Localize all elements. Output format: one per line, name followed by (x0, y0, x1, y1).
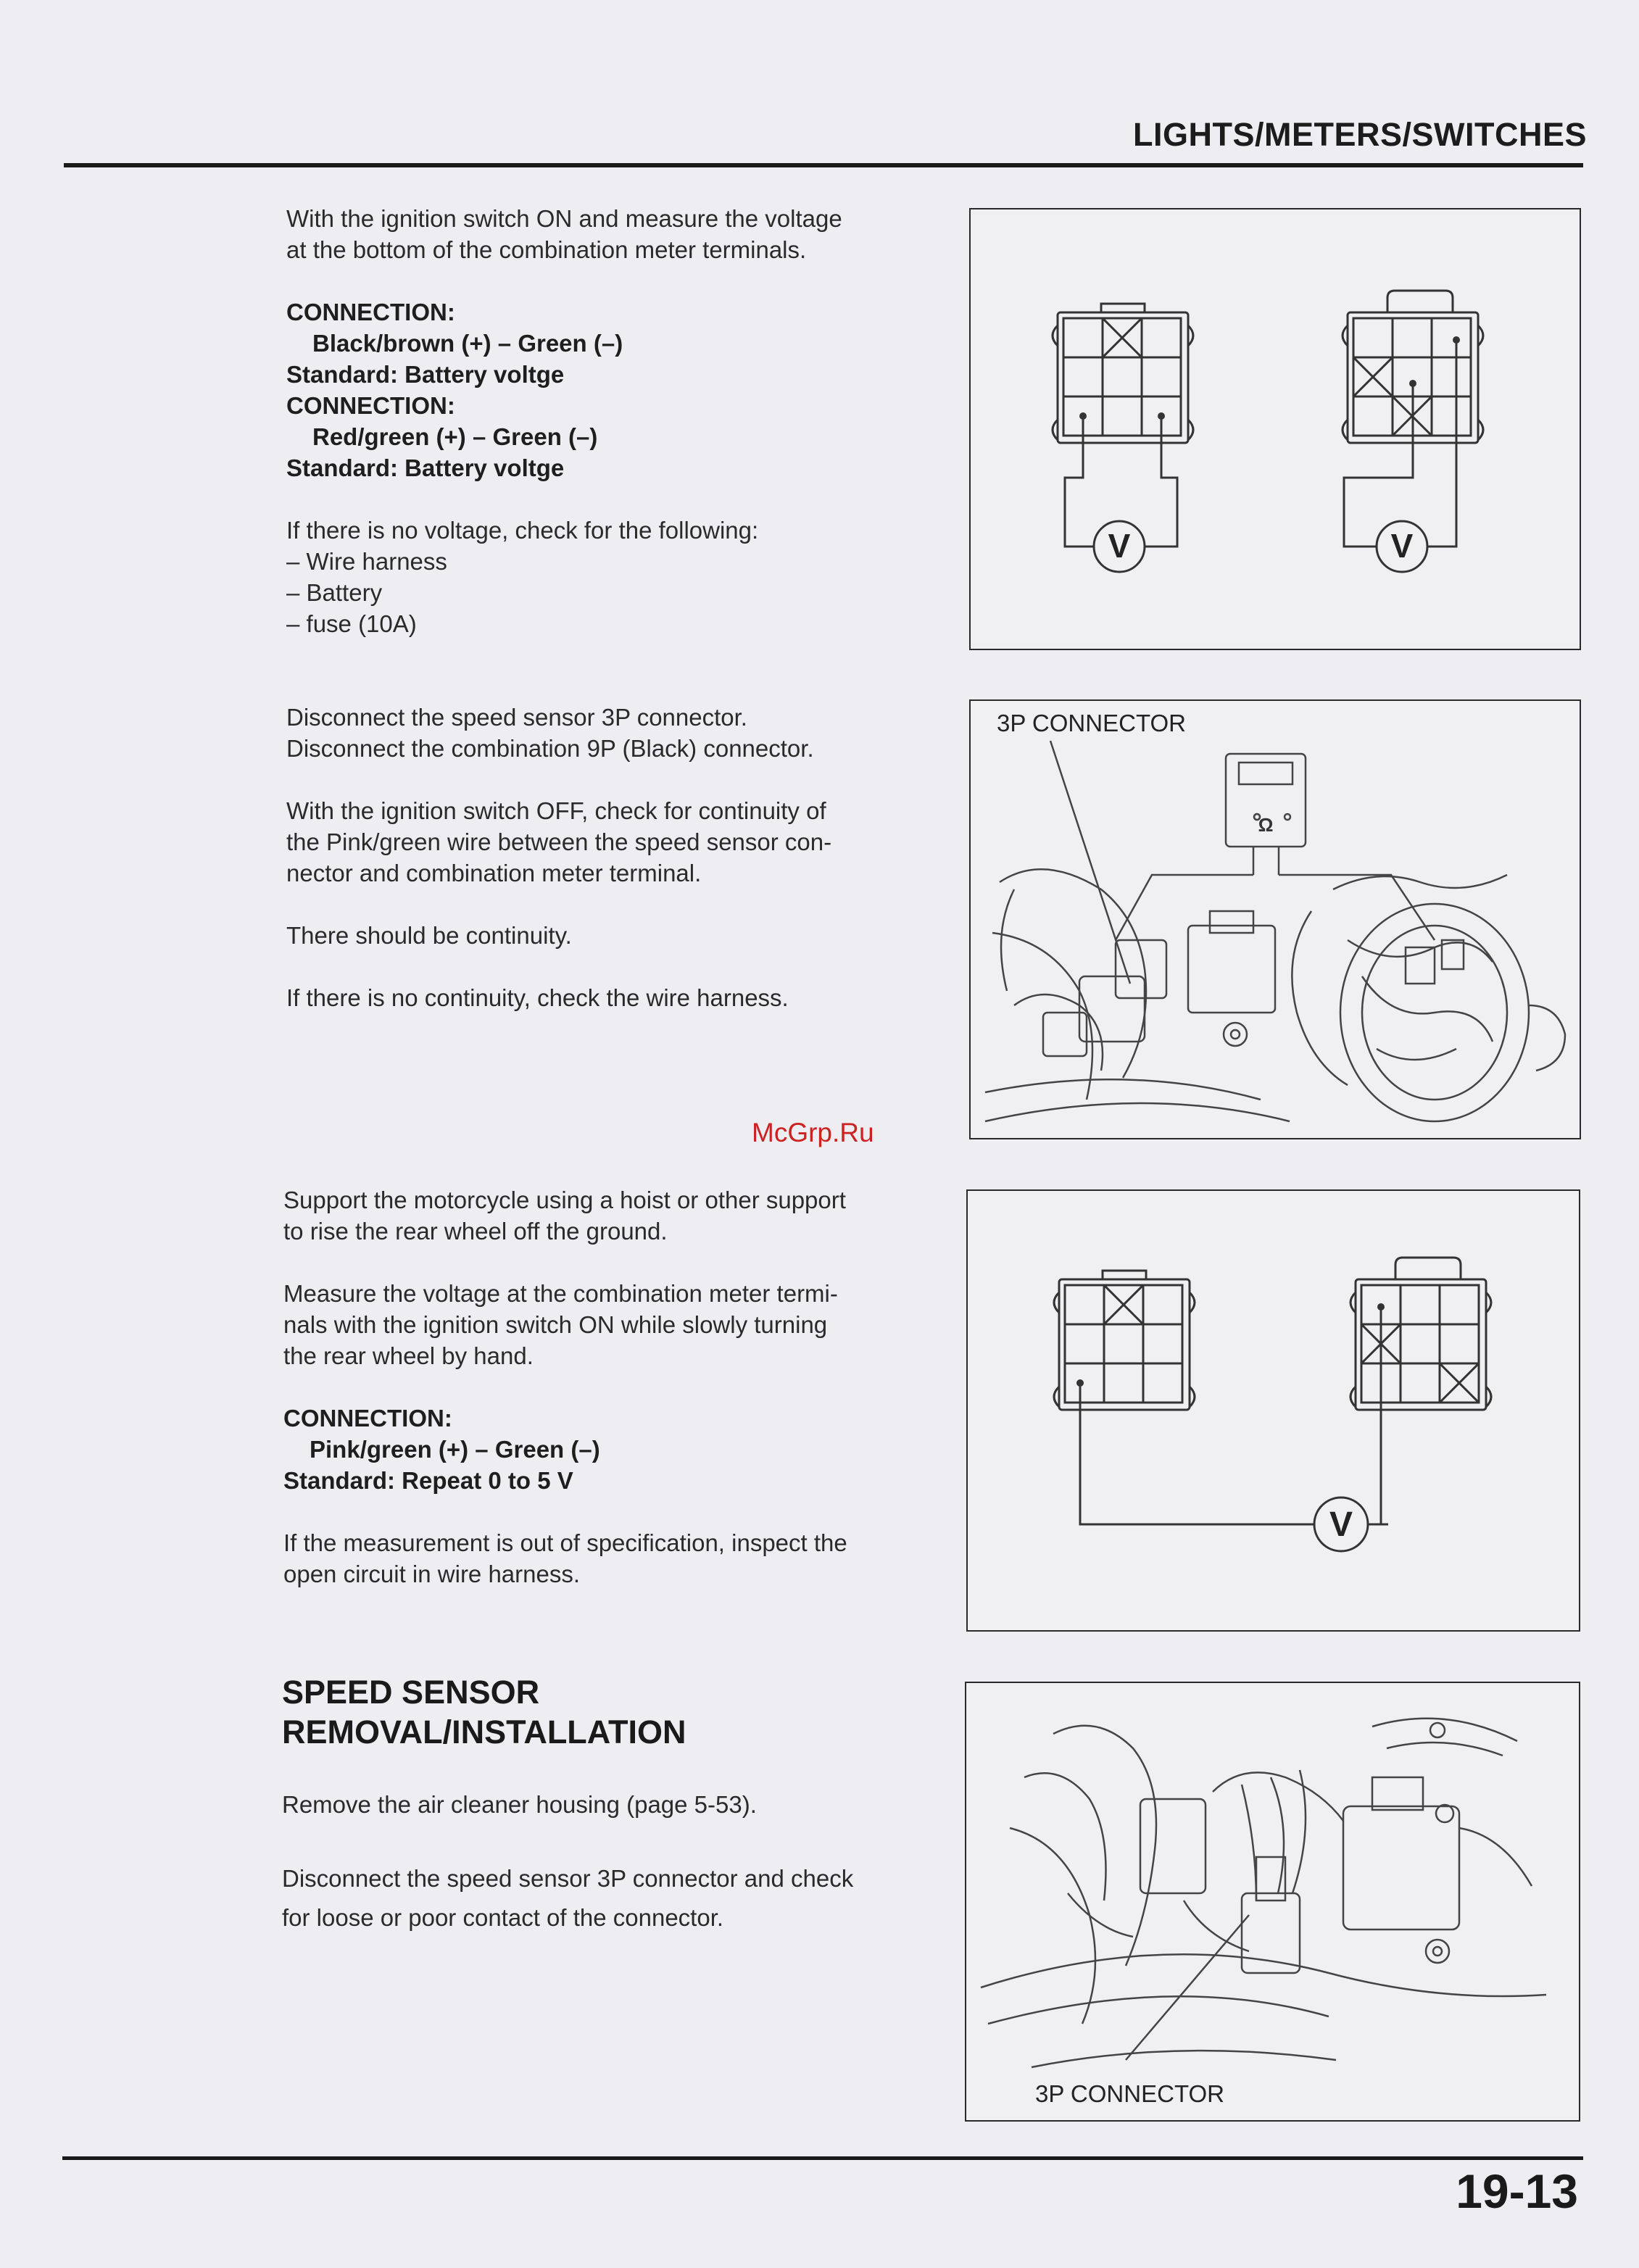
connection-label: CONNECTION: (286, 299, 455, 325)
page-header-title: LIGHTS/METERS/SWITCHES (1132, 116, 1587, 153)
block1-text (286, 203, 942, 639)
voltmeter-symbol: V (1108, 527, 1131, 565)
block3-para2: the rear wheel by hand. (283, 1342, 534, 1369)
connection-value: Black/brown (+) – Green (–) (312, 330, 623, 357)
block3-para1: Support the motorcycle using a hoist or other support (283, 1187, 846, 1213)
block2-para2: With the ignition switch OFF, check for continuity of (286, 797, 826, 824)
figure-speed-sensor-location (965, 1682, 1580, 2122)
block3-para1: to rise the rear wheel off the ground. (283, 1218, 668, 1245)
block1-intro-line2: at the bottom of the combination meter terminals. (286, 236, 807, 263)
connector-diagram (971, 209, 1580, 649)
figure-label-3p-connector: 3P CONNECTOR (1035, 2080, 1225, 2107)
standard-value: Standard: Battery voltge (286, 454, 565, 481)
check-item: – Battery (286, 579, 383, 606)
block2-para3: There should be continuity. (286, 922, 572, 949)
watermark: McGrp.Ru (752, 1118, 874, 1147)
block2-line1: Disconnect the speed sensor 3P connector. (286, 704, 747, 731)
check-item: – fuse (10A) (286, 610, 417, 637)
figure-voltage-check-1 (969, 208, 1581, 650)
figure-voltage-check-2 (966, 1189, 1580, 1632)
footer-rule (62, 2156, 1583, 2160)
voltmeter-symbol: V (1329, 1505, 1353, 1544)
voltmeter-symbol: V (1390, 527, 1414, 565)
block2-line2: Disconnect the combination 9P (Black) connector. (286, 735, 814, 762)
ohm-symbol: Ω (1258, 814, 1274, 836)
block1-intro-line1: With the ignition switch ON and measure the voltage (286, 205, 842, 232)
continuity-illustration (971, 701, 1580, 1138)
connector-diagram (968, 1191, 1579, 1630)
standard-value: Standard: Battery voltge (286, 361, 565, 388)
standard-value: Standard: Repeat 0 to 5 V (283, 1467, 573, 1494)
block3-text (283, 1184, 939, 1590)
section-para2: for loose or poor contact of the connector. (282, 1904, 724, 1931)
check-item: – Wire harness (286, 548, 447, 575)
section-text (282, 1789, 938, 1937)
connection-value: Red/green (+) – Green (–) (312, 423, 598, 450)
section-title (282, 1672, 686, 1752)
header-rule (64, 163, 1583, 167)
block3-para2: Measure the voltage at the combination meter termi- (283, 1280, 838, 1307)
page-number: 19-13 (1456, 2164, 1578, 2218)
section-title-line2: REMOVAL/INSTALLATION (282, 1714, 686, 1750)
connection-label: CONNECTION: (283, 1405, 452, 1432)
block2-text (286, 702, 942, 1013)
figure-continuity-check (969, 699, 1581, 1139)
block2-para2: the Pink/green wire between the speed sensor con- (286, 828, 832, 855)
block2-para2: nector and combination meter terminal. (286, 860, 702, 886)
block3-para2: nals with the ignition switch ON while slowly turning (283, 1311, 828, 1338)
connection-label: CONNECTION: (286, 392, 455, 419)
check-intro: If there is no voltage, check for the following: (286, 517, 759, 544)
block3-para4: If the measurement is out of specification, inspect the (283, 1529, 847, 1556)
block2-para4: If there is no continuity, check the wire harness. (286, 984, 789, 1011)
block3-para4: open circuit in wire harness. (283, 1561, 581, 1587)
section-title-line1: SPEED SENSOR (282, 1674, 540, 1711)
section-para1: Remove the air cleaner housing (page 5-53). (282, 1791, 757, 1818)
section-para2: Disconnect the speed sensor 3P connector and check (282, 1865, 854, 1892)
sensor-location-illustration (966, 1683, 1579, 2120)
connection-value: Pink/green (+) – Green (–) (310, 1436, 600, 1463)
figure-label-3p-connector: 3P CONNECTOR (997, 710, 1187, 736)
